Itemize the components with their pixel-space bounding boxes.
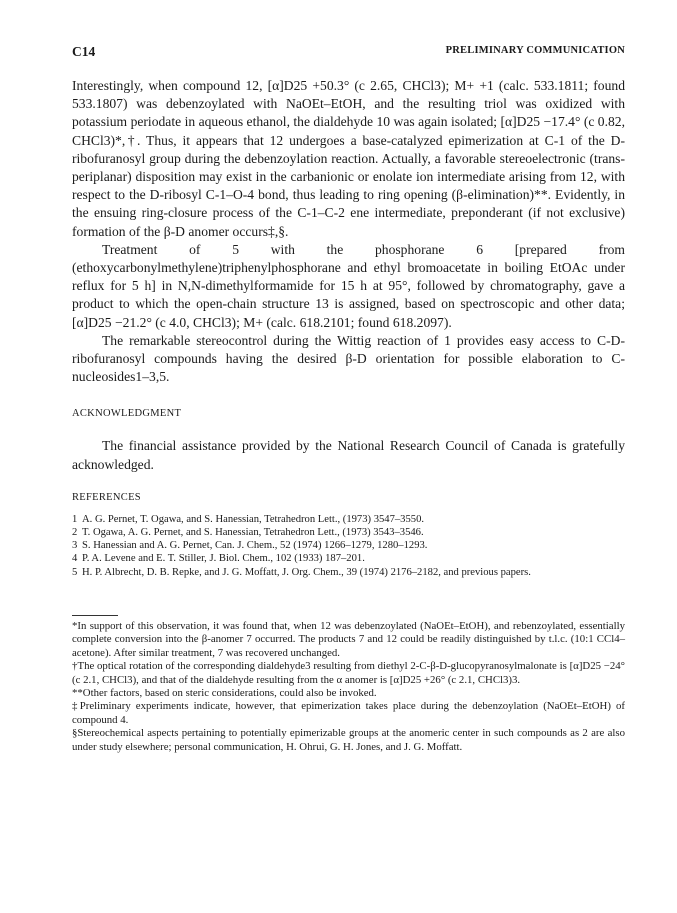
body-paragraph-2: Treatment of 5 with the phosphorane 6 [prepared from (ethoxycarbonylmethylene)triphenylphosphorane and ethyl bromoacetate in boiling EtOAc under reflux for 5 h] in N,N-dimethylformamide for 15 h at 95°, followed by chromatography, gave a product to which the open-chain structure 13 is assigned, based on spectroscopic and other data; [α]D25 −21.2° (c 4.0, CHCl3); M+ (calc. 618.2101; found 618.2097). xyxy=(72,241,625,330)
footnote-dagger: †The optical rotation of the corresponding dialdehyde3 resulting from diethyl 2-C-β-D-glucopyranosylmalonate is [α]D25 −24° (c 2.1, CHCl3), and that of the dialdehyde resulting from the α anomer is [α]D25 +26° (c 2.1, CHCl3)3. xyxy=(72,660,625,686)
reference-number: 4 xyxy=(72,553,78,565)
running-title: PRELIMINARY COMMUNICATION xyxy=(445,45,625,56)
reference-item xyxy=(72,566,625,579)
reference-item xyxy=(72,552,625,565)
footnote-double-dagger: ‡Preliminary experiments indicate, however, that epimerization takes place during the debenzoylation (NaOEt–EtOH) of compound 4. xyxy=(72,700,625,726)
page-number: C14 xyxy=(72,44,96,59)
footnote-double-asterisk: **Other factors, based on steric considerations, could also be invoked. xyxy=(72,687,377,700)
footnote-rule xyxy=(72,615,118,616)
article-body xyxy=(72,77,625,579)
reference-number: 3 xyxy=(72,540,78,552)
body-paragraph-1: Interestingly, when compound 12, [α]D25 +50.3° (c 2.65, CHCl3); M+ +1 (calc. 533.1811; found 533.1807) was debenzoylated with NaOEt–EtOH, and the resulting triol was oxidized with potassium periodate in aqueous ethanol, the dialdehyde 10 was again isolated; [α]D25 −17.4° (c 0.82, CHCl3)*,†. Thus, it appears that 12 undergoes a base-catalyzed epimerization at C-1 of the D-ribofuranosyl group during the debenzoylation reaction. Actually, a favorable stereoelectronic (trans-periplanar) disposition may exist in the carbanionic or enolate ion intermediate arising from 12, with respect to the D-ribosyl C-1–O-4 bond, thus leading to ring opening (β-elimination)**. Evidently, in the ensuing ring-closure process of the C-1–C-2 ene intermediate, preponderant (if not exclusive) formation of the β-D anomer occurs‡,§. xyxy=(72,78,625,239)
reference-text: A. G. Pernet, T. Ogawa, and S. Hanessian, Tetrahedron Lett., (1973) 3547–3550. xyxy=(82,513,425,525)
reference-item xyxy=(72,526,625,539)
acknowledgment-heading: ACKNOWLEDGMENT xyxy=(72,408,182,420)
reference-item xyxy=(72,513,625,526)
reference-text: S. Hanessian and A. G. Pernet, Can. J. Chem., 52 (1974) 1266–1279, 1280–1293. xyxy=(82,540,428,552)
footnotes xyxy=(72,620,625,754)
reference-number: 2 xyxy=(72,527,78,539)
reference-text: H. P. Albrecht, D. B. Repke, and J. G. Moffatt, J. Org. Chem., 39 (1974) 2176–2182, and previous papers. xyxy=(82,566,531,578)
footnote-section-sign: §Stereochemical aspects pertaining to potentially epimerizable groups at the anomeric center in such compounds as 2 are also under study elsewhere; personal communication, H. Ohrui, G. H. Jones, and J. G. Moffatt. xyxy=(72,727,625,753)
reference-number: 1 xyxy=(72,513,78,525)
reference-list xyxy=(72,513,625,579)
acknowledgment-text: The financial assistance provided by the National Research Council of Canada is gratefully acknowledged. xyxy=(72,438,625,472)
page-header xyxy=(72,44,625,62)
reference-number: 5 xyxy=(72,566,78,578)
reference-text: T. Ogawa, A. G. Pernet, and S. Hanessian, Tetrahedron Lett., (1973) 3543–3546. xyxy=(82,527,424,539)
references-heading: REFERENCES xyxy=(72,491,141,503)
body-paragraph-3: The remarkable stereocontrol during the Wittig reaction of 1 provides easy access to C-D-ribofuranosyl compounds having the desired β-D orientation for possible elaboration to C-nucleosides1–3,5. xyxy=(72,332,625,385)
footnote-asterisk: *In support of this observation, it was found that, when 12 was debenzoylated (NaOEt–EtOH), and rebenzoylated, essentially complete conversion into the β-anomer 7 occurred. The products 7 and 12 could be readily distinguished by t.l.c. (10:1 CCl4–acetone). After similar treatment, 7 was recovered unchanged. xyxy=(72,620,625,659)
reference-item xyxy=(72,539,625,552)
reference-text: P. A. Levene and E. T. Stiller, J. Biol. Chem., 102 (1933) 187–201. xyxy=(82,553,365,565)
